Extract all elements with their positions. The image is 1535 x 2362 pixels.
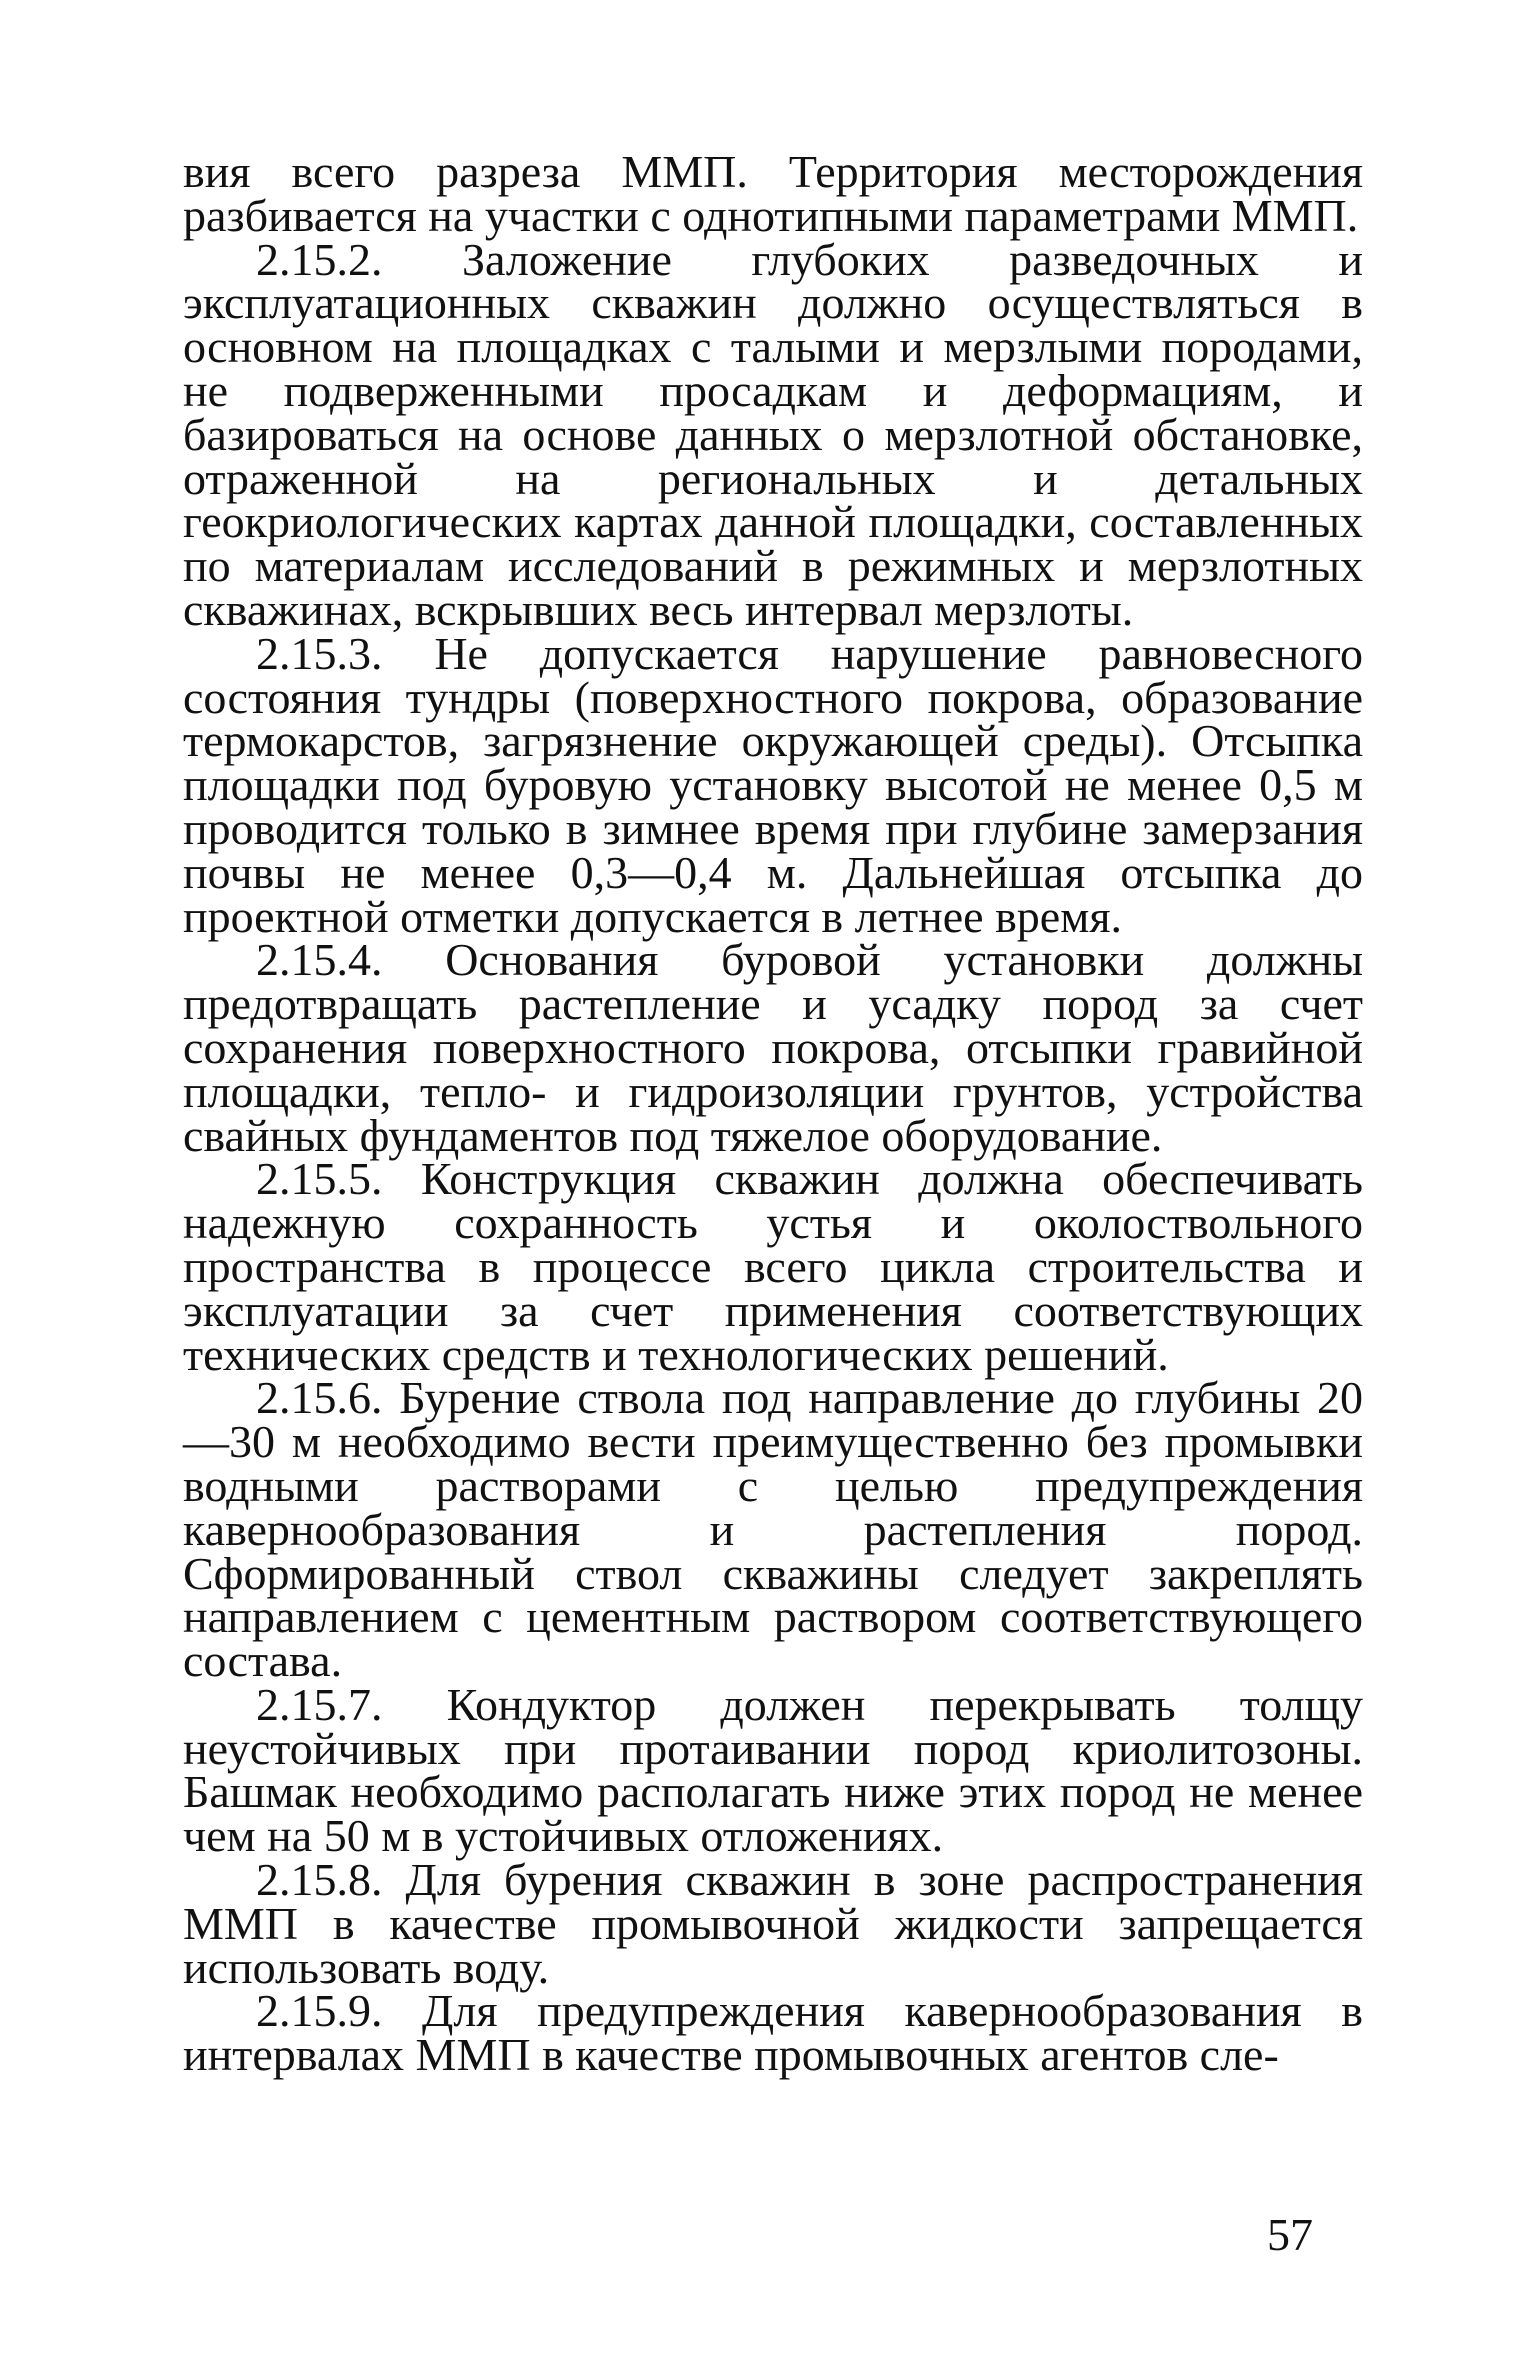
body-text [183, 146, 1363, 2081]
paragraph-2-15-2: 2.15.2. Заложение глубоких разведочных и эксплуатационных скважин должно осуществляться в основном на площадках с талыми и мерзлыми породами, не подверженными просадкам и деформациям, и базироваться на основе данных о мерзлотной обстановке, отраженной на региональных и детальных геокриологических картах данной площадки, составленных по материалам исследований в режимных и мерзлотных скважинах, вскрывших весь интервал мерзлоты. [183, 233, 1363, 635]
paragraph-2-15-9: 2.15.9. Для предупреждения кавернообразования в интервалах ММП в качестве промывочных агентов сле- [183, 1985, 1363, 2081]
paragraph-2-15-4: 2.15.4. Основания буровой установки должны предотвращать растепление и усадку пород за счет сохранения поверхностного покрова, отсыпки гравийной площадки, тепло- и гидроизоляции грунтов, устройства свайных фундаментов под тяжелое оборудование. [183, 934, 1363, 1161]
paragraph-continuation: вия всего разреза ММП. Территория месторождения разбивается на участки с однотипными параметрами ММП. [183, 146, 1363, 241]
paragraph-2-15-3: 2.15.3. Не допускается нарушение равновесного состояния тундры (поверхностного покрова, образование термокарстов, загрязнение окружающей среды). Отсыпка площадки под буровую установку высотой не менее 0,5 м проводится только в зимнее время при глубине замерзания почвы не менее 0,3—0,4 м. Дальнейшая отсыпка до проектной отметки допускается в летнее время. [183, 627, 1363, 942]
paragraph-2-15-5: 2.15.5. Конструкция скважин должна обеспечивать надежную сохранность устья и околоствольного пространства в процессе всего цикла строительства и эксплуатации за счет применения соответствующих технических средств и технологических решений. [183, 1153, 1363, 1380]
paragraph-2-15-8: 2.15.8. Для бурения скважин в зоне распространения ММП в качестве промывочной жидкости запрещается использовать воду. [183, 1854, 1363, 1993]
page-number: 57 [1267, 2209, 1313, 2260]
paragraph-2-15-6: 2.15.6. Бурение ствола под направление до глубины 20—30 м необходимо вести преимущественно без промывки водными растворами с целью предупреждения кавернообразования и растепления пород. Сформированный ствол скважины следует закреплять направлением с цементным раствором соответствующего состава. [183, 1372, 1363, 1687]
paragraph-2-15-7: 2.15.7. Кондуктор должен перекрывать толщу неустойчивых при протаивании пород криолитозоны. Башмак необходимо располагать ниже этих пород не менее чем на 50 м в устойчивых отложениях. [183, 1678, 1363, 1862]
